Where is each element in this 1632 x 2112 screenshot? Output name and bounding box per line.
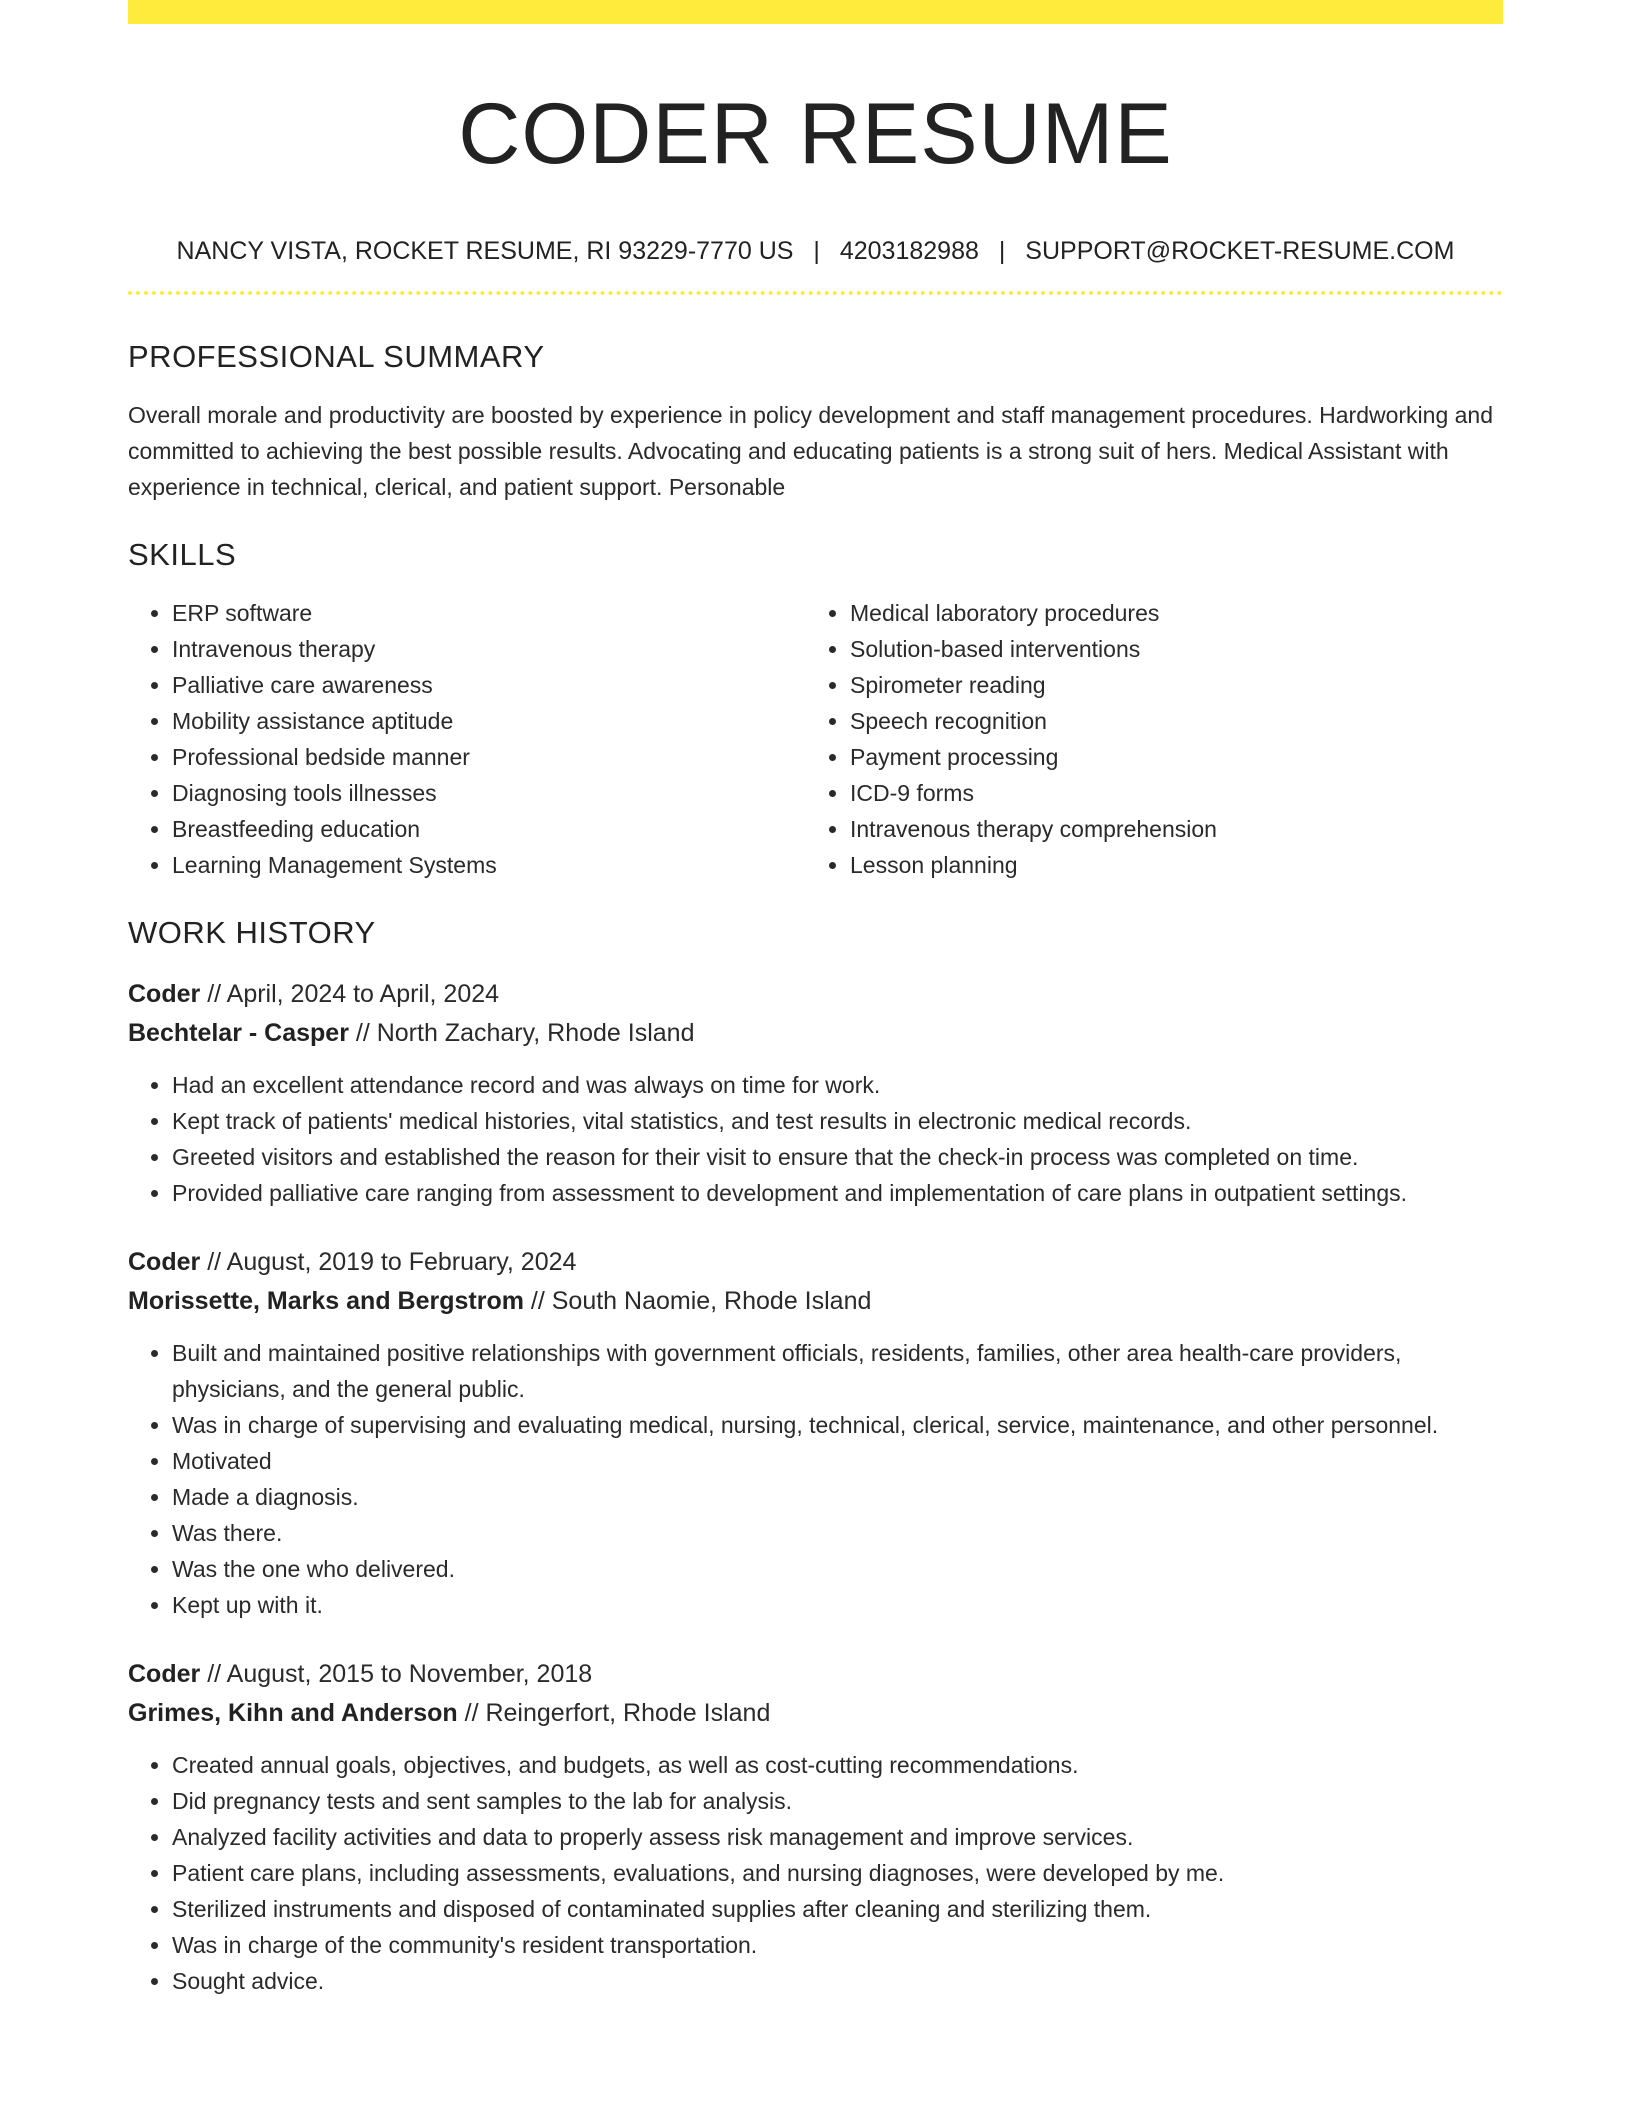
skill-item: • Lesson planning bbox=[850, 847, 1484, 883]
skill-item: • Breastfeeding education bbox=[172, 811, 806, 847]
skills-list-right bbox=[806, 595, 1484, 883]
page-title: CODER RESUME bbox=[458, 86, 1173, 182]
job-company: Morissette, Marks and Bergstrom bbox=[128, 1287, 524, 1315]
job-bullet: • Had an excellent attendance record and was always on time for work. bbox=[172, 1067, 1503, 1103]
skill-item: • Palliative care awareness bbox=[172, 667, 806, 703]
job-bullet: • Created annual goals, objectives, and budgets, as well as cost-cutting recommendations. bbox=[172, 1747, 1503, 1783]
skill-item: • Solution-based interventions bbox=[850, 631, 1484, 667]
job-title: Coder bbox=[128, 980, 201, 1008]
job-bullets bbox=[128, 1747, 1503, 1999]
skills-columns bbox=[128, 595, 1503, 883]
skill-item: • Diagnosing tools illnesses bbox=[172, 775, 806, 811]
contact-phone: 4203182988 bbox=[839, 237, 979, 265]
job-title-line bbox=[128, 1243, 1503, 1282]
job-dates: // August, 2015 to November, 2018 bbox=[207, 1660, 593, 1688]
job-bullets bbox=[128, 1335, 1503, 1623]
job-title-line bbox=[128, 1655, 1503, 1694]
job-company: Grimes, Kihn and Anderson bbox=[128, 1699, 458, 1727]
job-bullet: • Was in charge of the community's resident transportation. bbox=[172, 1927, 1503, 1963]
job-bullet: • Was there. bbox=[172, 1515, 1503, 1551]
work-history-heading: WORK HISTORY bbox=[128, 915, 376, 950]
skills-section bbox=[128, 535, 1503, 883]
job-bullet: • Analyzed facility activities and data to properly assess risk management and improve services. bbox=[172, 1819, 1503, 1855]
skill-item: • ERP software bbox=[172, 595, 806, 631]
job-bullet: • Kept track of patients' medical histories, vital statistics, and test results in electronic medical records. bbox=[172, 1103, 1503, 1139]
resume-page bbox=[128, 0, 1503, 1999]
job-title-line bbox=[128, 975, 1503, 1014]
job-title: Coder bbox=[128, 1660, 201, 1688]
contact-separator: | bbox=[813, 237, 820, 265]
job-bullets bbox=[128, 1067, 1503, 1211]
job-bullet: • Greeted visitors and established the reason for their visit to ensure that the check-in process was completed on time. bbox=[172, 1139, 1503, 1175]
job-title: Coder bbox=[128, 1248, 201, 1276]
job-bullet: • Sought advice. bbox=[172, 1963, 1503, 1999]
job-company-line bbox=[128, 1694, 1503, 1733]
job-entry bbox=[128, 1243, 1503, 1623]
skill-item: • Mobility assistance aptitude bbox=[172, 703, 806, 739]
job-dates: // August, 2019 to February, 2024 bbox=[207, 1248, 577, 1276]
dotted-divider bbox=[128, 291, 1503, 295]
summary-section bbox=[128, 337, 1503, 505]
contact-address: NANCY VISTA, ROCKET RESUME, RI 93229-7770 US bbox=[176, 237, 794, 265]
skill-item: • Spirometer reading bbox=[850, 667, 1484, 703]
job-bullet: • Built and maintained positive relationships with government officials, residents, families, other area health-care providers, physicians, and the general public. bbox=[172, 1335, 1503, 1407]
skill-item: • Intravenous therapy bbox=[172, 631, 806, 667]
job-location: // Reingerfort, Rhode Island bbox=[464, 1699, 771, 1727]
skill-item: • ICD-9 forms bbox=[850, 775, 1484, 811]
job-bullet: • Motivated bbox=[172, 1443, 1503, 1479]
job-list bbox=[128, 975, 1503, 1999]
skill-item: • Professional bedside manner bbox=[172, 739, 806, 775]
contact-line bbox=[128, 234, 1503, 268]
job-company-line bbox=[128, 1014, 1503, 1053]
job-dates: // April, 2024 to April, 2024 bbox=[207, 980, 500, 1008]
job-bullet: • Was in charge of supervising and evaluating medical, nursing, technical, clerical, service, maintenance, and other personnel. bbox=[172, 1407, 1503, 1443]
work-history-section bbox=[128, 913, 1503, 1999]
contact-email: SUPPORT@ROCKET-RESUME.COM bbox=[1025, 237, 1455, 265]
summary-heading: PROFESSIONAL SUMMARY bbox=[128, 339, 545, 374]
skills-list-left bbox=[128, 595, 806, 883]
job-bullet: • Sterilized instruments and disposed of contaminated supplies after cleaning and sterilizing them. bbox=[172, 1891, 1503, 1927]
job-bullet: • Kept up with it. bbox=[172, 1587, 1503, 1623]
job-company-line bbox=[128, 1282, 1503, 1321]
job-bullet: • Provided palliative care ranging from assessment to development and implementation of care plans in outpatient settings. bbox=[172, 1175, 1503, 1211]
job-bullet: • Made a diagnosis. bbox=[172, 1479, 1503, 1515]
job-bullet: • Patient care plans, including assessments, evaluations, and nursing diagnoses, were developed by me. bbox=[172, 1855, 1503, 1891]
job-entry bbox=[128, 1655, 1503, 1999]
job-location: // North Zachary, Rhode Island bbox=[355, 1019, 695, 1047]
job-bullet: • Was the one who delivered. bbox=[172, 1551, 1503, 1587]
accent-top-bar bbox=[128, 0, 1503, 24]
skill-item: • Payment processing bbox=[850, 739, 1484, 775]
skill-item: • Medical laboratory procedures bbox=[850, 595, 1484, 631]
job-location: // South Naomie, Rhode Island bbox=[530, 1287, 872, 1315]
summary-text: Overall morale and productivity are boosted by experience in policy development and staff management procedures. Hardworking and committed to achieving the best possible results. Advocating and educating patients is a strong suit of hers. Medical Assistant with experience in technical, clerical, and patient support. Personable bbox=[128, 402, 1494, 500]
skill-item: • Intravenous therapy comprehension bbox=[850, 811, 1484, 847]
contact-separator: | bbox=[998, 237, 1006, 265]
skill-item: • Learning Management Systems bbox=[172, 847, 806, 883]
job-entry bbox=[128, 975, 1503, 1211]
job-bullet: • Did pregnancy tests and sent samples to the lab for analysis. bbox=[172, 1783, 1503, 1819]
job-company: Bechtelar - Casper bbox=[128, 1019, 349, 1047]
skills-heading: SKILLS bbox=[128, 537, 237, 572]
skill-item: • Speech recognition bbox=[850, 703, 1484, 739]
